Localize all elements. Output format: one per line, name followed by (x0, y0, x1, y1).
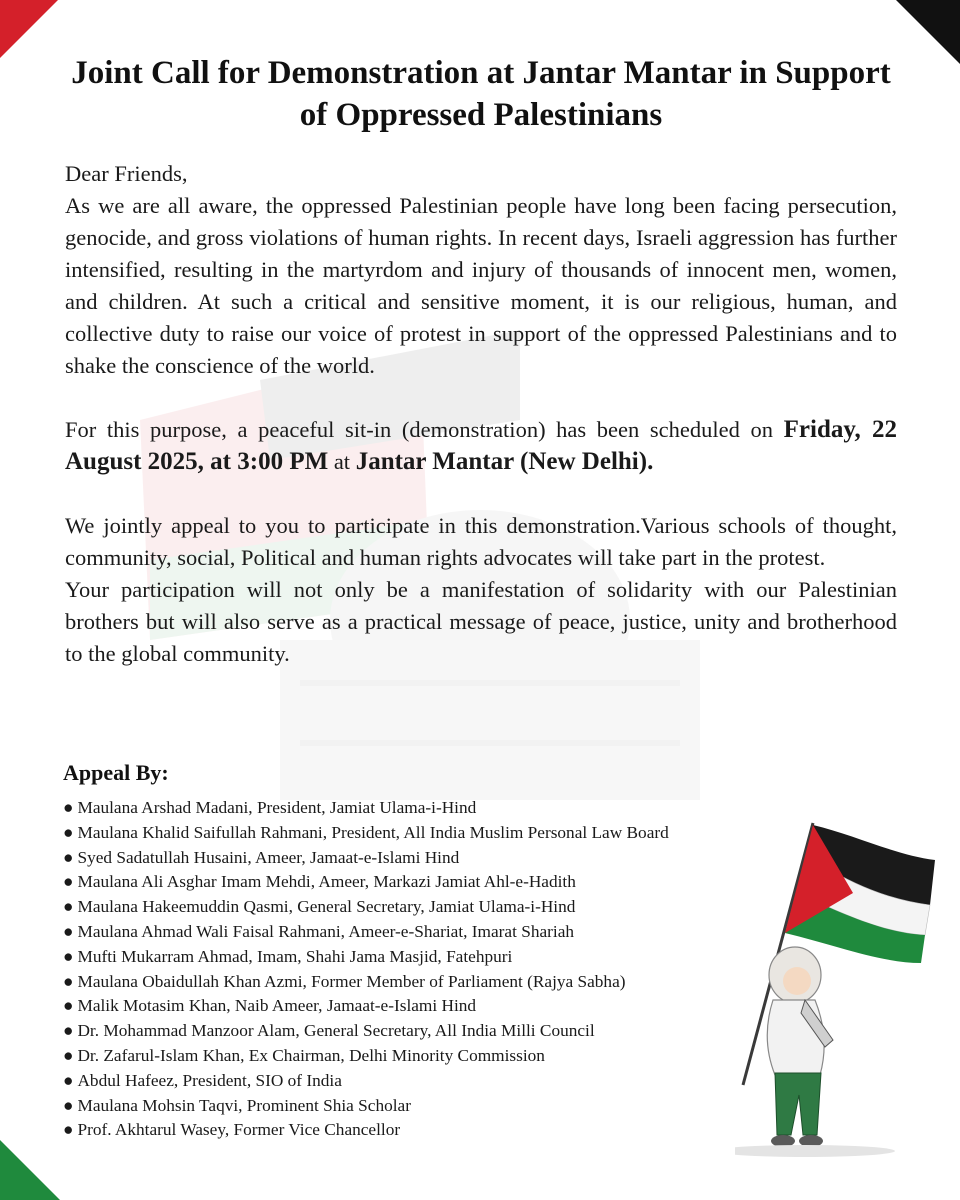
bullet-icon: ● (63, 798, 74, 817)
bullet-icon: ● (63, 1120, 74, 1140)
signer-name: Dr. Mohammad Manzoor Alam, General Secretary, All India Milli Council (77, 1021, 595, 1041)
signer-name: Mufti Mukarram Ahmad, Imam, Shahi Jama Masjid, Fatehpuri (77, 946, 513, 966)
event-datetime: Friday, 22 August 2025, at 3:00 PM (65, 416, 898, 475)
signer-item (63, 796, 669, 821)
signer-name: Maulana Khalid Saifullah Rahmani, President, All India Muslim Personal Law Board (77, 822, 669, 842)
signer-name: Syed Sadatullah Husaini, Ameer, Jamaat-e-Islami Hind (77, 847, 460, 867)
event-lead: For this purpose, a peaceful sit-in (demonstration) has been scheduled on (65, 417, 774, 442)
signer-name: Malik Motasim Khan, Naib Ameer, Jamaat-e-Islami Hind (77, 996, 477, 1016)
signer-name: Abdul Hafeez, President, SIO of India (77, 1070, 342, 1090)
signer-item (63, 846, 669, 871)
closing-paragraph: Your participation will not only be a manifestation of solidarity with our Palestinian brothers but will also serve as a practical message of peace, justice, unity and brotherhood to the global community. (65, 577, 897, 666)
bullet-icon: ● (63, 847, 74, 867)
signer-item (63, 994, 669, 1019)
signer-name: Prof. Akhtarul Wasey, Former Vice Chancellor (77, 1120, 401, 1140)
bullet-icon: ● (63, 822, 74, 842)
signer-item (63, 870, 669, 895)
signer-name: Maulana Mohsin Taqvi, Prominent Shia Scholar (77, 1095, 411, 1115)
letter-body (65, 52, 897, 670)
appeal-by-heading: Appeal By: (63, 760, 169, 785)
bullet-icon: ● (63, 1045, 74, 1065)
bullet-icon: ● (63, 996, 74, 1016)
event-paragraph (65, 414, 897, 478)
appeal-paragraph: We jointly appeal to you to participate in this demonstration.Various schools of thought, community, social, Political and human rights advocates will take part in the protest. (65, 513, 897, 570)
bullet-icon: ● (63, 1021, 74, 1041)
intro-paragraph: As we are all aware, the oppressed Palestinian people have long been facing persecution, genocide, and gross violations of human rights. In recent days, Israeli aggression has further intensified, resulting in the martyrdom and injury of thousands of innocent men, women, and children. At such a critical and sensitive moment, it is our religious, human, and collective duty to raise our voice of protest in support of the oppressed Palestinians and to shake the conscience of the world. (65, 193, 897, 378)
greeting: Dear Friends, (65, 161, 188, 186)
signer-item (63, 1094, 669, 1119)
signer-item (63, 970, 669, 995)
corner-red-triangle (0, 0, 58, 58)
signer-item (63, 821, 669, 846)
corner-green-triangle (0, 1140, 60, 1200)
page-title: Joint Call for Demonstration at Jantar Mantar in Support of Oppressed Palestinians (71, 55, 891, 133)
signer-item (63, 920, 669, 945)
signer-name: Maulana Ali Asghar Imam Mehdi, Ameer, Markazi Jamiat Ahl-e-Hadith (77, 872, 576, 892)
bullet-icon: ● (63, 897, 74, 917)
event-venue: Jantar Mantar (New Delhi). (355, 448, 654, 475)
signers-list (63, 796, 669, 1143)
signer-item (63, 1019, 669, 1044)
signer-item (63, 1044, 669, 1069)
bullet-icon: ● (63, 1095, 74, 1115)
signer-name: Maulana Ahmad Wali Faisal Rahmani, Ameer-e-Shariat, Imarat Shariah (77, 921, 575, 941)
bullet-icon: ● (63, 872, 74, 892)
signer-item (63, 1118, 669, 1143)
signer-item (63, 945, 669, 970)
signer-name: Dr. Zafarul-Islam Khan, Ex Chairman, Delhi Minority Commission (77, 1045, 545, 1065)
bullet-icon: ● (63, 946, 74, 966)
signer-name: Maulana Arshad Madani, President, Jamiat Ulama-i-Hind (77, 798, 477, 817)
signer-name: Maulana Hakeemuddin Qasmi, General Secretary, Jamiat Ulama-i-Hind (77, 897, 576, 917)
signer-item (63, 1069, 669, 1094)
bullet-icon: ● (63, 921, 74, 941)
child-with-flag-icon (735, 815, 955, 1175)
bullet-icon: ● (63, 971, 74, 991)
signer-name: Maulana Obaidullah Khan Azmi, Former Member of Parliament (Rajya Sabha) (77, 971, 626, 991)
signer-item (63, 895, 669, 920)
bullet-icon: ● (63, 1070, 74, 1090)
event-at: at (333, 449, 351, 474)
corner-black-triangle (896, 0, 960, 64)
